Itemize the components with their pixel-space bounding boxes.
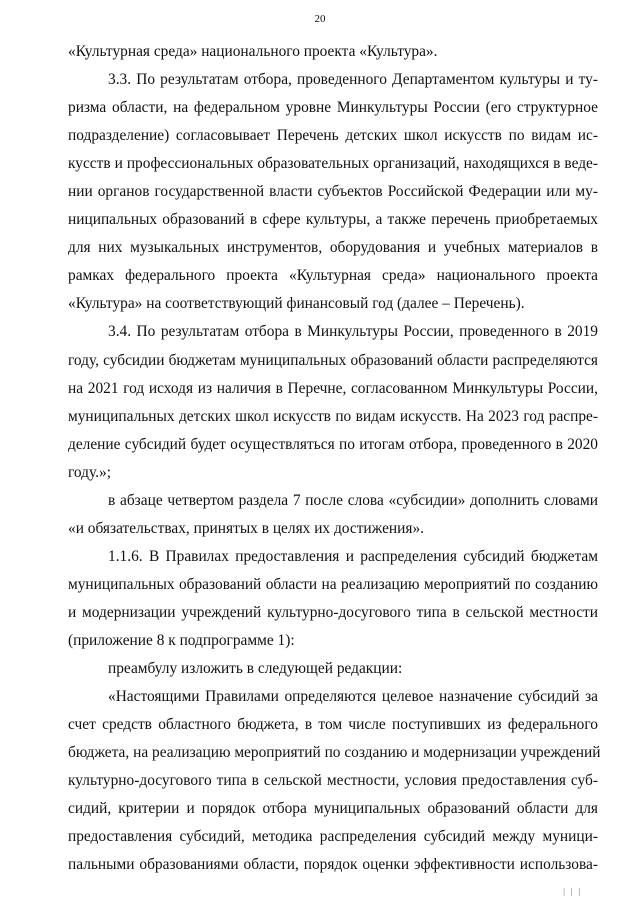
- text-line: году, субсидии бюджетам муниципальных образований области распределяются: [68, 351, 598, 369]
- text-line: счет средств областного бюджета, в том числе поступивших из федерального: [68, 716, 598, 734]
- paragraph-section-7-line: в абзаце четвертом раздела 7 после слова «субсидии» дополнить словами: [108, 491, 598, 509]
- text-line: пальными образованиями области, порядок оценки эффективности использова-: [68, 856, 598, 874]
- text-line: для них музыкальных инструментов, оборудования и учебных материалов в: [68, 239, 598, 257]
- paragraph-1-1-6-line: 1.1.6. В Правилах предоставления и распределения субсидий бюджетам: [108, 547, 598, 565]
- text-line: культурно-досугового типа в сельской местности, условия предоставления суб-: [68, 772, 598, 790]
- text-line: бюджета, на реализацию мероприятий по созданию и модернизации учреждений: [68, 744, 601, 762]
- text-line: «Культура» на соответствующий финансовый год (далее – Перечень).: [68, 295, 525, 313]
- text-line: нии органов государственной власти субъектов Российской Федерации или му-: [68, 183, 598, 201]
- text-line: рамках федерального проекта «Культурная среда» национального проекта: [68, 267, 598, 285]
- text-line: «и обязательствах, принятых в целях их достижения».: [68, 519, 425, 537]
- text-line: муниципальных образований области на реализацию мероприятий по созданию: [68, 575, 598, 593]
- paragraph-3-3-line: 3.3. По результатам отбора, проведенного Департаментом культуры и ту-: [108, 71, 598, 89]
- text-line: сидий, критерии и порядок отбора муниципальных образований области для: [68, 800, 598, 818]
- text-line: году.»;: [68, 463, 111, 481]
- text-line: и модернизации учреждений культурно-досугового типа в сельской местности: [68, 603, 598, 621]
- document-body: [68, 38, 601, 879]
- text-line: кусств и профессиональных образовательных организаций, находящихся в веде-: [68, 155, 598, 173]
- footer-mark: | | |: [563, 887, 582, 896]
- text-line: деление субсидий будет осуществляться по итогам отбора, проведенного в 2020: [68, 435, 598, 453]
- paragraph-quote-line: «Настоящими Правилами определяются целевое назначение субсидий за: [108, 688, 598, 706]
- text-line: на 2021 год исходя из наличия в Перечне, согласованном Минкультуры России,: [68, 379, 598, 397]
- paragraph-3-4-line: 3.4. По результатам отбора в Минкультуры России, проведенного в 2019: [108, 323, 598, 341]
- text-line: ниципальных образований в сфере культуры, а также перечень приобретаемых: [68, 211, 598, 229]
- text-line: подразделение) согласовывает Перечень детских школ искусств по видам ис-: [68, 127, 598, 145]
- text-line: (приложение 8 к подпрограмме 1):: [68, 631, 295, 649]
- text-line: муниципальных детских школ искусств по видам искусств. На 2023 год распре-: [68, 407, 598, 425]
- text-line: предоставления субсидий, методика распределения субсидий между муници-: [68, 828, 598, 846]
- text-line: ризма области, на федеральном уровне Минкультуры России (его структурное: [68, 99, 598, 117]
- page-number: 20: [314, 13, 326, 25]
- paragraph-preamble-line: преамбулу изложить в следующей редакции:: [108, 660, 403, 678]
- text-line: «Культурная среда» национального проекта «Культура».: [68, 43, 438, 60]
